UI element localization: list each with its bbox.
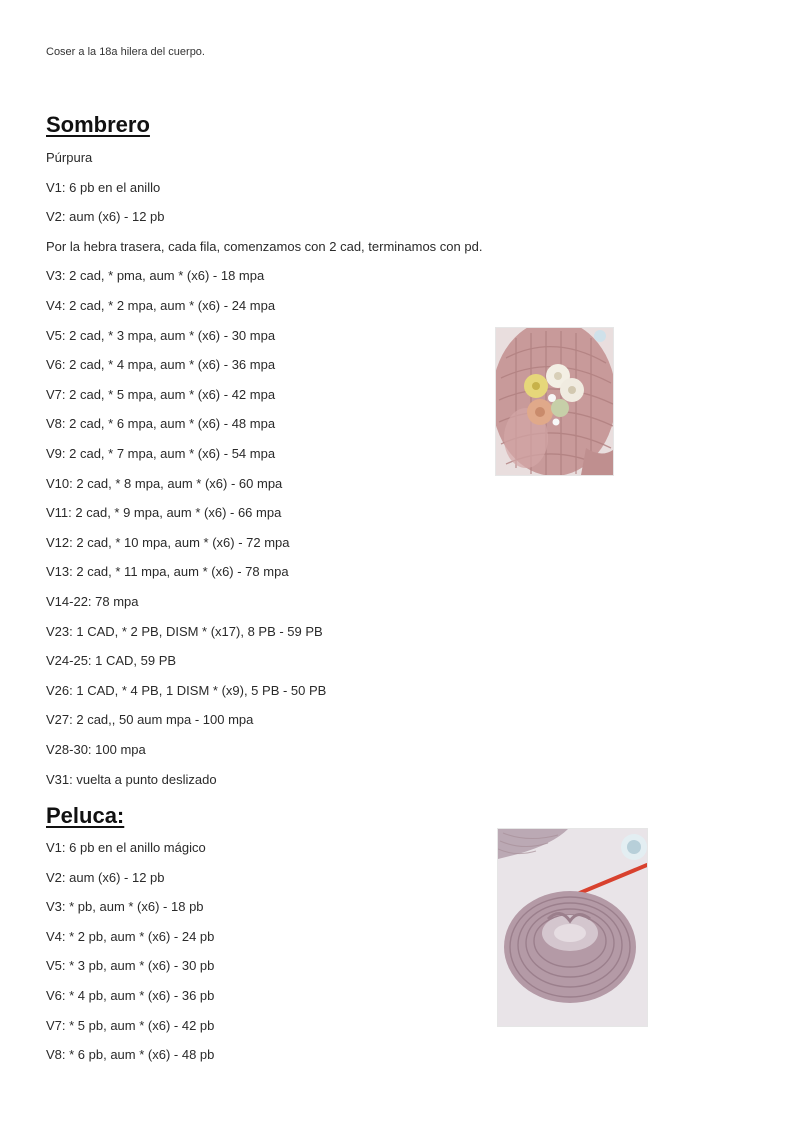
peluca-line: V2: aum (x6) - 12 pb xyxy=(46,869,165,885)
peluca-line: V5: * 3 pb, aum * (x6) - 30 pb xyxy=(46,958,215,974)
sombrero-line: V10: 2 cad, * 8 mpa, aum * (x6) - 60 mpa xyxy=(46,475,283,491)
sombrero-line: Púrpura xyxy=(46,150,93,165)
sombrero-line: V7: 2 cad, * 5 mpa, aum * (x6) - 42 mpa xyxy=(46,386,276,402)
sombrero-line: V24-25: 1 CAD, 59 PB xyxy=(46,653,177,669)
sombrero-line: V9: 2 cad, * 7 mpa, aum * (x6) - 54 mpa xyxy=(46,446,276,461)
sombrero-line: V2: aum (x6) - 12 pb xyxy=(46,209,165,225)
sombrero-line: V1: 6 pb en el anillo xyxy=(46,179,161,195)
sombrero-line: V23: 1 CAD, * 2 PB, DISM * (x17), 8 PB - 59 PB xyxy=(46,623,323,639)
sombrero-line: V27: 2 cad,, 50 aum mpa - 100 mpa xyxy=(46,712,254,728)
peluca-line: V6: * 4 pb, aum * (x6) - 36 pb xyxy=(46,988,215,1003)
sombrero-heading: Sombrero xyxy=(46,112,150,137)
sombrero-line: V26: 1 CAD, * 4 PB, 1 DISM * (x9), 5 PB - 50 PB xyxy=(46,682,327,698)
peluca-line: V3: * pb, aum * (x6) - 18 pb xyxy=(46,899,204,915)
peluca-line: V8: * 6 pb, aum * (x6) - 48 pb xyxy=(46,1047,215,1063)
peluca-line: V4: * 2 pb, aum * (x6) - 24 pb xyxy=(46,928,215,944)
sombrero-line: V14-22: 78 mpa xyxy=(46,594,139,609)
peluca-line: V7: * 5 pb, aum * (x6) - 42 pb xyxy=(46,1017,215,1033)
sombrero-line: V12: 2 cad, * 10 mpa, aum * (x6) - 72 mpa xyxy=(46,534,290,550)
sombrero-line: V8: 2 cad, * 6 mpa, aum * (x6) - 48 mpa xyxy=(46,416,276,432)
sombrero-line: V5: 2 cad, * 3 mpa, aum * (x6) - 30 mpa xyxy=(46,327,276,343)
sombrero-line: V28-30: 100 mpa xyxy=(46,742,146,757)
sombrero-line: V31: vuelta a punto deslizado xyxy=(46,771,217,787)
sombrero-line: V3: 2 cad, * pma, aum * (x6) - 18 mpa xyxy=(46,268,265,284)
peluca-line: V1: 6 pb en el anillo mágico xyxy=(46,840,206,855)
sombrero-line: V4: 2 cad, * 2 mpa, aum * (x6) - 24 mpa xyxy=(46,298,276,313)
intro-text: Coser a la 18a hilera del cuerpo. xyxy=(46,46,205,58)
sombrero-line: V6: 2 cad, * 4 mpa, aum * (x6) - 36 mpa xyxy=(46,357,276,373)
peluca-heading: Peluca: xyxy=(46,803,125,828)
sombrero-line: V13: 2 cad, * 11 mpa, aum * (x6) - 78 mpa xyxy=(46,564,289,580)
sombrero-line: V11: 2 cad, * 9 mpa, aum * (x6) - 66 mpa xyxy=(46,505,282,521)
sombrero-line: Por la hebra trasera, cada fila, comenzamos con 2 cad, terminamos con pd. xyxy=(46,238,483,254)
peluca-photo xyxy=(497,828,648,1027)
sombrero-photo xyxy=(495,327,614,476)
